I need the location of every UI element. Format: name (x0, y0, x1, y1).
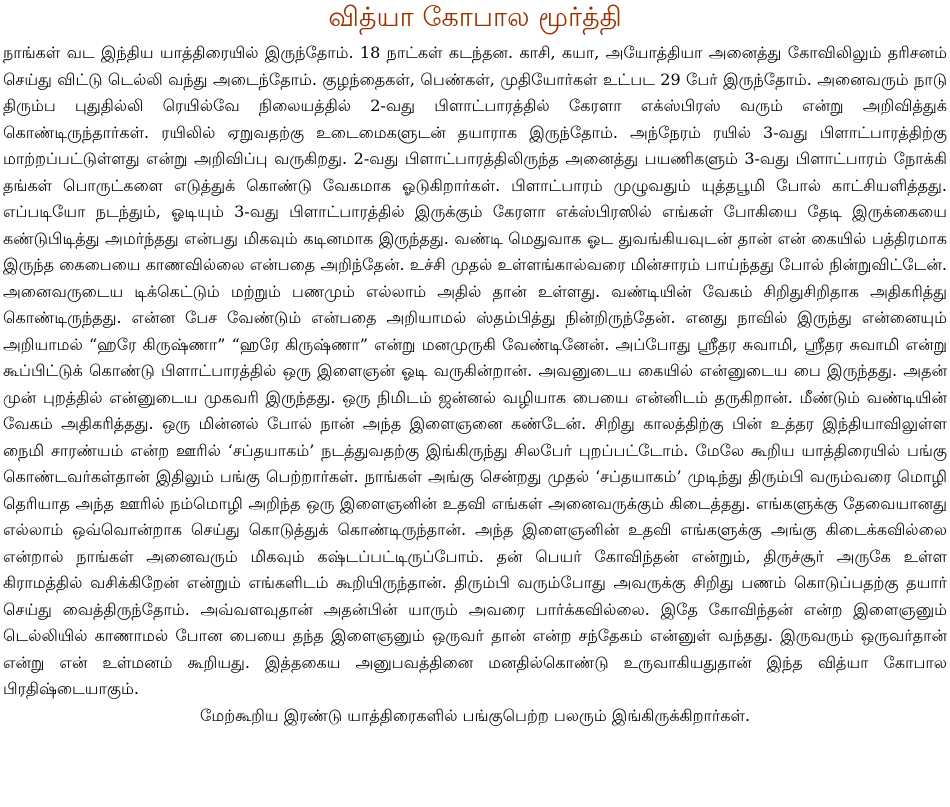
body-paragraph: நாங்கள் வட இந்திய யாத்திரையில் இருந்தோம். 18 நாட்கள் கடந்தன. காசி, கயா, அயோத்தியா அனைத்து கோவிலிலும் தரிசனம் செய்து விட்டு டெல்லி வந்து அடைந்தோம். குழந்தைகள், பெண்கள், முதியோர்கள் உட்பட 29 பேர் இருந்தோம். அனைவரும் நாடு திரும்ப புதுதில்லி ரெயில்வே நிலையத்தில் 2-வது பிளாட்பாரத்தில் கேரளா எக்ஸ்பிரஸ் வரும் என்று அறிவித்துக் கொண்டிருந்தார்கள். ரயிலில் ஏறுவதற்கு உடைமைகளுடன் தயாராக இருந்தோம். அந்நேரம் ரயில் 3-வது பிளாட்பாரத்திற்கு மாற்றப்பட்டுள்ளது என்று அறிவிப்பு வருகிறது. 2-வது பிளாட்பாரத்திலிருந்த அனைத்து பயணிகளும் 3-வது பிளாட்பாரம் நோக்கி தங்கள் பொருட்களை எடுத்துக் கொண்டு வேகமாக ஓடுகிறார்கள். பிளாட்பாரம் முழுவதும் யுத்தபூமி போல் காட்சியளித்தது. எப்படியோ நடந்தும், ஓடியும் 3-வது பிளாட்பாரத்தில் இருக்கும் கேரளா எக்ஸ்பிரஸில் எங்கள் போகியை தேடி இருக்கையை கண்டுபிடித்து அமர்ந்தது என்பது மிகவும் கடினமாக இருந்தது. வண்டி மெதுவாக ஓட துவங்கியவுடன் தான் என் கையில் பத்திரமாக இருந்த கைபையை காணவில்லை என்பதை அறிந்தேன். உச்சி முதல் உள்ளங்கால்வரை மின்சாரம் பாய்ந்தது போல் நின்றுவிட்டேன். அனைவருடைய டிக்கெட்டும் மற்றும் பணமும் எல்லாம் அதில் தான் உள்ளது. வண்டியின் வேகம் சிறிதுசிறிதாக அதிகரித்து கொண்டிருந்தது. என்ன பேச வேண்டும் என்பதை அறியாமல் ஸ்தம்பித்து நின்றிருந்தேன். எனது நாவில் இருந்து என்னையும் அறியாமல் “ஹரே கிருஷ்ணா” “ஹரே கிருஷ்ணா” என்று மனமுருகி வேண்டினேன். அப்போது ஸ்ரீதர சுவாமி, ஸ்ரீதர சுவாமி என்று கூப்பிட்டுக் கொண்டு பிளாட்பாரத்தில் ஒரு இளைஞன் ஓடி வருகின்றான். அவனுடைய கையில் என்னுடைய பை இருந்தது. அதன் முன் புறத்தில் என்னுடைய முகவரி இருந்தது. ஒரு நிமிடம் ஜன்னல் வழியாக பையை என்னிடம் தருகிறான். மீண்டும் வண்டியின் வேகம் அதிகரித்தது. ஒரு மின்னல் போல் நான் அந்த இளைஞனை கண்டேன். சிறிது காலத்திற்கு பின் உத்தர இந்தியாவிலுள்ள நைமி சாரண்யம் என்ற ஊரில் ‘சப்தயாகம்’ நடத்துவதற்கு இங்கிருந்து சிலபேர் புறப்பட்டோம். மேலே கூறிய யாத்திரையில் பங்கு கொண்டவர்கள்தான் இதிலும் பங்கு பெற்றார்கள். நாங்கள் அங்கு சென்றது முதல் ‘சப்தயாகம்’ முடிந்து திரும்பி வரும்வரை மொழி தெரியாத அந்த ஊரில் நம்மொழி அறிந்த ஒரு இளைஞனின் உதவி எங்கள் அனைவருக்கும் கிடைத்தது. எங்களுக்கு தேவையானது எல்லாம் ஒவ்வொன்றாக செய்து கொடுத்துக் கொண்டிருந்தான். அந்த இளைஞனின் உதவி எங்களுக்கு அங்கு கிடைக்கவில்லை என்றால் நாங்கள் அனைவரும் மிகவும் கஷ்டப்பட்டிருப்போம். தன் பெயர் கோவிந்தன் என்றும், திருச்சூர் அருகே உள்ள கிராமத்தில் வசிக்கிறேன் என்றும் எங்களிடம் கூறியிருந்தான். திரும்பி வரும்போது அவருக்கு சிறிது பணம் கொடுப்பதற்கு தயார் செய்து வைத்திருந்தோம். அவ்வளவுதான் அதன்பின் யாரும் அவரை பார்க்கவில்லை. இதே கோவிந்தன் என்ற இளைஞனும் டெல்லியில் காணாமல் போன பையை தந்த இளைஞனும் ஒருவர் தான் என்ற சந்தேகம் என்னுள் வந்தது. இருவரும் ஒருவர்தான் என்று என் உள்மனம் கூறியது. இத்தகைய அனுபவத்தினை மனதில்கொண்டு உருவாகியதுதான் இந்த வித்யா கோபால பிரதிஷ்டையாகும். (3, 43, 948, 698)
page-title: வித்யா கோபால மூர்த்தி (328, 2, 622, 33)
closing-line: மேற்கூறிய இரண்டு யாத்திரைகளில் பங்குபெற்ற பலரும் இங்கிருக்கிறார்கள். (199, 705, 751, 725)
